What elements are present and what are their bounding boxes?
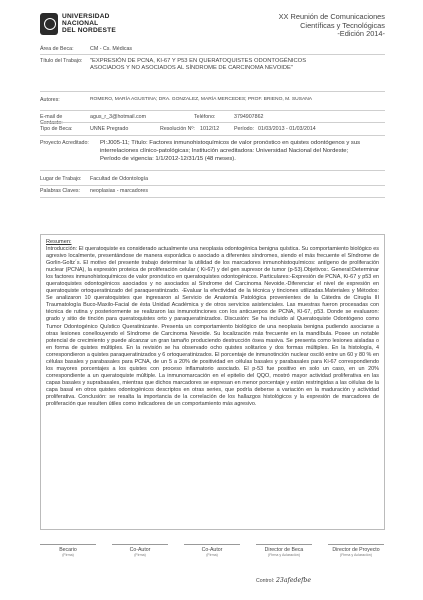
area-label: Área de Beca: [40, 46, 74, 52]
type-label: Tipo de Beca: [40, 126, 73, 132]
summary-title: Resumen: [46, 239, 72, 245]
resolution-value: 1012/12 [200, 126, 220, 132]
divider [40, 170, 385, 171]
phone-value: 3794907862 [234, 114, 264, 120]
summary-text: Introducción: El queratoquiste es considerado actualmente una neoplasia odontogénica benigna quística. Su comportamiento biológico es agresivo localmente, presentándose de manera esporádica o asociado a diferentes síndromes, siendo el más frecuente el Síndrome de Gorlin-Goltz´s. El motivo del presente trabajo determinar la utilidad de los marcadores inmunohistoquímicos: antígeno de proliferación nuclear (PCNA), la expresión proteica de proliferación celular ( Ki-67) y del gen supresor de tumor (p-53).Objetivos:. General:Determinar los factores inmunohistoquímicos de valor pronóstico en queratoquistes odontogénicos. Particulares:-Expresión de PCNA, Ki-67 y p53 en queratoquistes odontogénicos asociados y no asociados al Síndrome del Carcinoma Nevoide.-Diferenciar el nivel de expresión en queratoquiste ortoqueratinizado del paraqueratinizado. -Evaluar la efectividad de la técnica y tinciones utilizadas.Materiales y Métodos: Se analizaron 10 queratoquistes que ingresaron al Servicio de Anatomía Patológica provenientes de la Cátedra de Cirugía III Traumatología Buco-Maxilo-Facial de ésta Unidad Académica y de otros servicios asistenciales. Las muestras fueron procesadas con técnica de rutina y posteriormente se realizaron las inmunotinciones con los anticuerpos de PCNA, KI-67, p53. Donde se evaluaron: grado y sitio de tinción para queratoquistes orto y paraqueratinizados. Discusión: Se ha incluido al Queratoquiste Odontógeno como Tumor Odontogénico Quístico Queratinizante. Presenta un comportamiento biológico de una neoplasia benigna pudiendo asociarse a otras lesiones conellouyendo el Síndrome de Carcinoma Nevoide. Su localización más frecuente en la mandíbula. Posee un notable potencial de crecimiento y puede alcanzar un gran tamaño produciendo destrucción ósea masiva. Se presenta como lesiones aisladas o en forma de quistes múltiples. En la revisión se ha observado ocho quistes solitarios y dos formas múltiples. En la histología, 4 correspondieron a quistes paraqueratinizados y 6 ortoqueratinizados. El porcentaje de inmunotinción nuclear osciló entre un 60 y 80 % en células basales y parabasales para PCNA, de un 5 a 20% de positividad en células basales y parabasales para Ki-67 correspondiendo los mayores porcentajes a los quistes con proceso inflamatorio asociado. El p-53 fue positivo en solo un caso, en un 20% correspondiente a un queratoquiste múltiple. La inmunomarcación en el epitelio del QQO, mostró mayor actividad proliferativa en las capas basales y suprabasales, mientras que dichos marcadores se expresan en menor porcentaje y están restringidas a las células de la capa basal en otros quistes odontogénicos descriptos en otras series, que podría deberse a variación en la maduración y actividad proliferativa. Conclusión: se resalta la importancia de la correlación de los hallazgos histológicos y la expresión de marcadores de proliferación que resulten útiles como indicadores de un comportamiento más agresivo. [46, 246, 379, 408]
divider [40, 54, 385, 55]
area-row [40, 46, 385, 54]
email-value: agus_r_3@hotmail.com [90, 114, 147, 120]
authors-row [40, 97, 385, 105]
title-label: Título del Trabajo: [40, 58, 83, 64]
signature-coauthor-1: Co-Autor (Firma) [112, 544, 168, 557]
contact-row [40, 114, 385, 127]
place-value: Facultad de Odontología [90, 176, 149, 182]
signature-grant-director: Director de Beca (Firma y Aclaración) [256, 544, 312, 557]
divider [40, 135, 385, 136]
event-title: XX Reunión de Comunicaciones Científicas y Tecnológicas -Edición 2014- [278, 12, 385, 39]
signature-line [256, 544, 312, 545]
project-label: Proyecto Acreditado: [40, 140, 89, 146]
authors-label: Autores: [40, 97, 60, 103]
resolution-label: Resolución Nº: [160, 126, 195, 132]
summary-box [40, 234, 385, 530]
phone-label: Teléfono: [194, 114, 216, 120]
signature-line [184, 544, 240, 545]
project-value: PI:J005-11; Título: Factores inmunohistoquímicos de valor pronóstico en quistes odontógenos y sus interrelaciones clínico-patológicas; Institución acreditadora: Universidad Nacional del Nordeste; Período de vigencia: 1/1/2012-12/31/15 (48 meses). [100, 140, 361, 162]
project-row [40, 140, 385, 166]
divider [40, 110, 385, 111]
signature-project-director: Director de Proyecto (Firma y Aclaración) [328, 544, 384, 557]
control-label: Control: [256, 578, 275, 584]
keywords-label: Palabras Claves: [40, 188, 81, 194]
control-value: 23afedefbe [276, 577, 312, 584]
signature-becario: Becario (Firma) [40, 544, 96, 557]
university-logo [40, 13, 116, 35]
divider [40, 122, 385, 123]
place-row [40, 176, 385, 184]
type-value: UNNE Pregrado [90, 126, 129, 132]
title-value: "EXPRESIÓN DE PCNA, KI-67 Y P53 EN QUERATOQUISTES ODONTOGÉNICOS ASOCIADOS Y NO ASOCIADOS AL SÍNDROME DE CARCINOMA NEVOIDE" [90, 58, 307, 72]
place-label: Lugar de Trabajo: [40, 176, 82, 182]
university-seal-icon [40, 13, 58, 35]
signature-coauthor-2: Co-Autor (Firma) [184, 544, 240, 557]
signature-line [40, 544, 96, 545]
divider [40, 197, 385, 198]
title-row [40, 58, 385, 76]
area-value: CM - Cs. Médicas [90, 46, 133, 52]
period-value: 01/03/2013 - 01/03/2014 [258, 126, 316, 132]
authors-value: ROMERO, MARÍA AGUSTINA; DRA. GONZALEZ, MARÍA MERCEDES; PROF. BRIENO, M. SUSANA [90, 97, 313, 102]
keywords-value: neoplasias - marcadores [90, 188, 148, 194]
period-label: Período: [234, 126, 255, 132]
signatures [40, 544, 385, 572]
signature-line [112, 544, 168, 545]
email-label: E-mail de Contacto: [40, 114, 63, 127]
divider [40, 185, 385, 186]
university-name: UNIVERSIDAD NACIONAL DEL NORDESTE [62, 13, 116, 35]
keywords-row [40, 188, 385, 196]
signature-line [328, 544, 384, 545]
divider [40, 91, 385, 92]
grant-row [40, 126, 385, 134]
